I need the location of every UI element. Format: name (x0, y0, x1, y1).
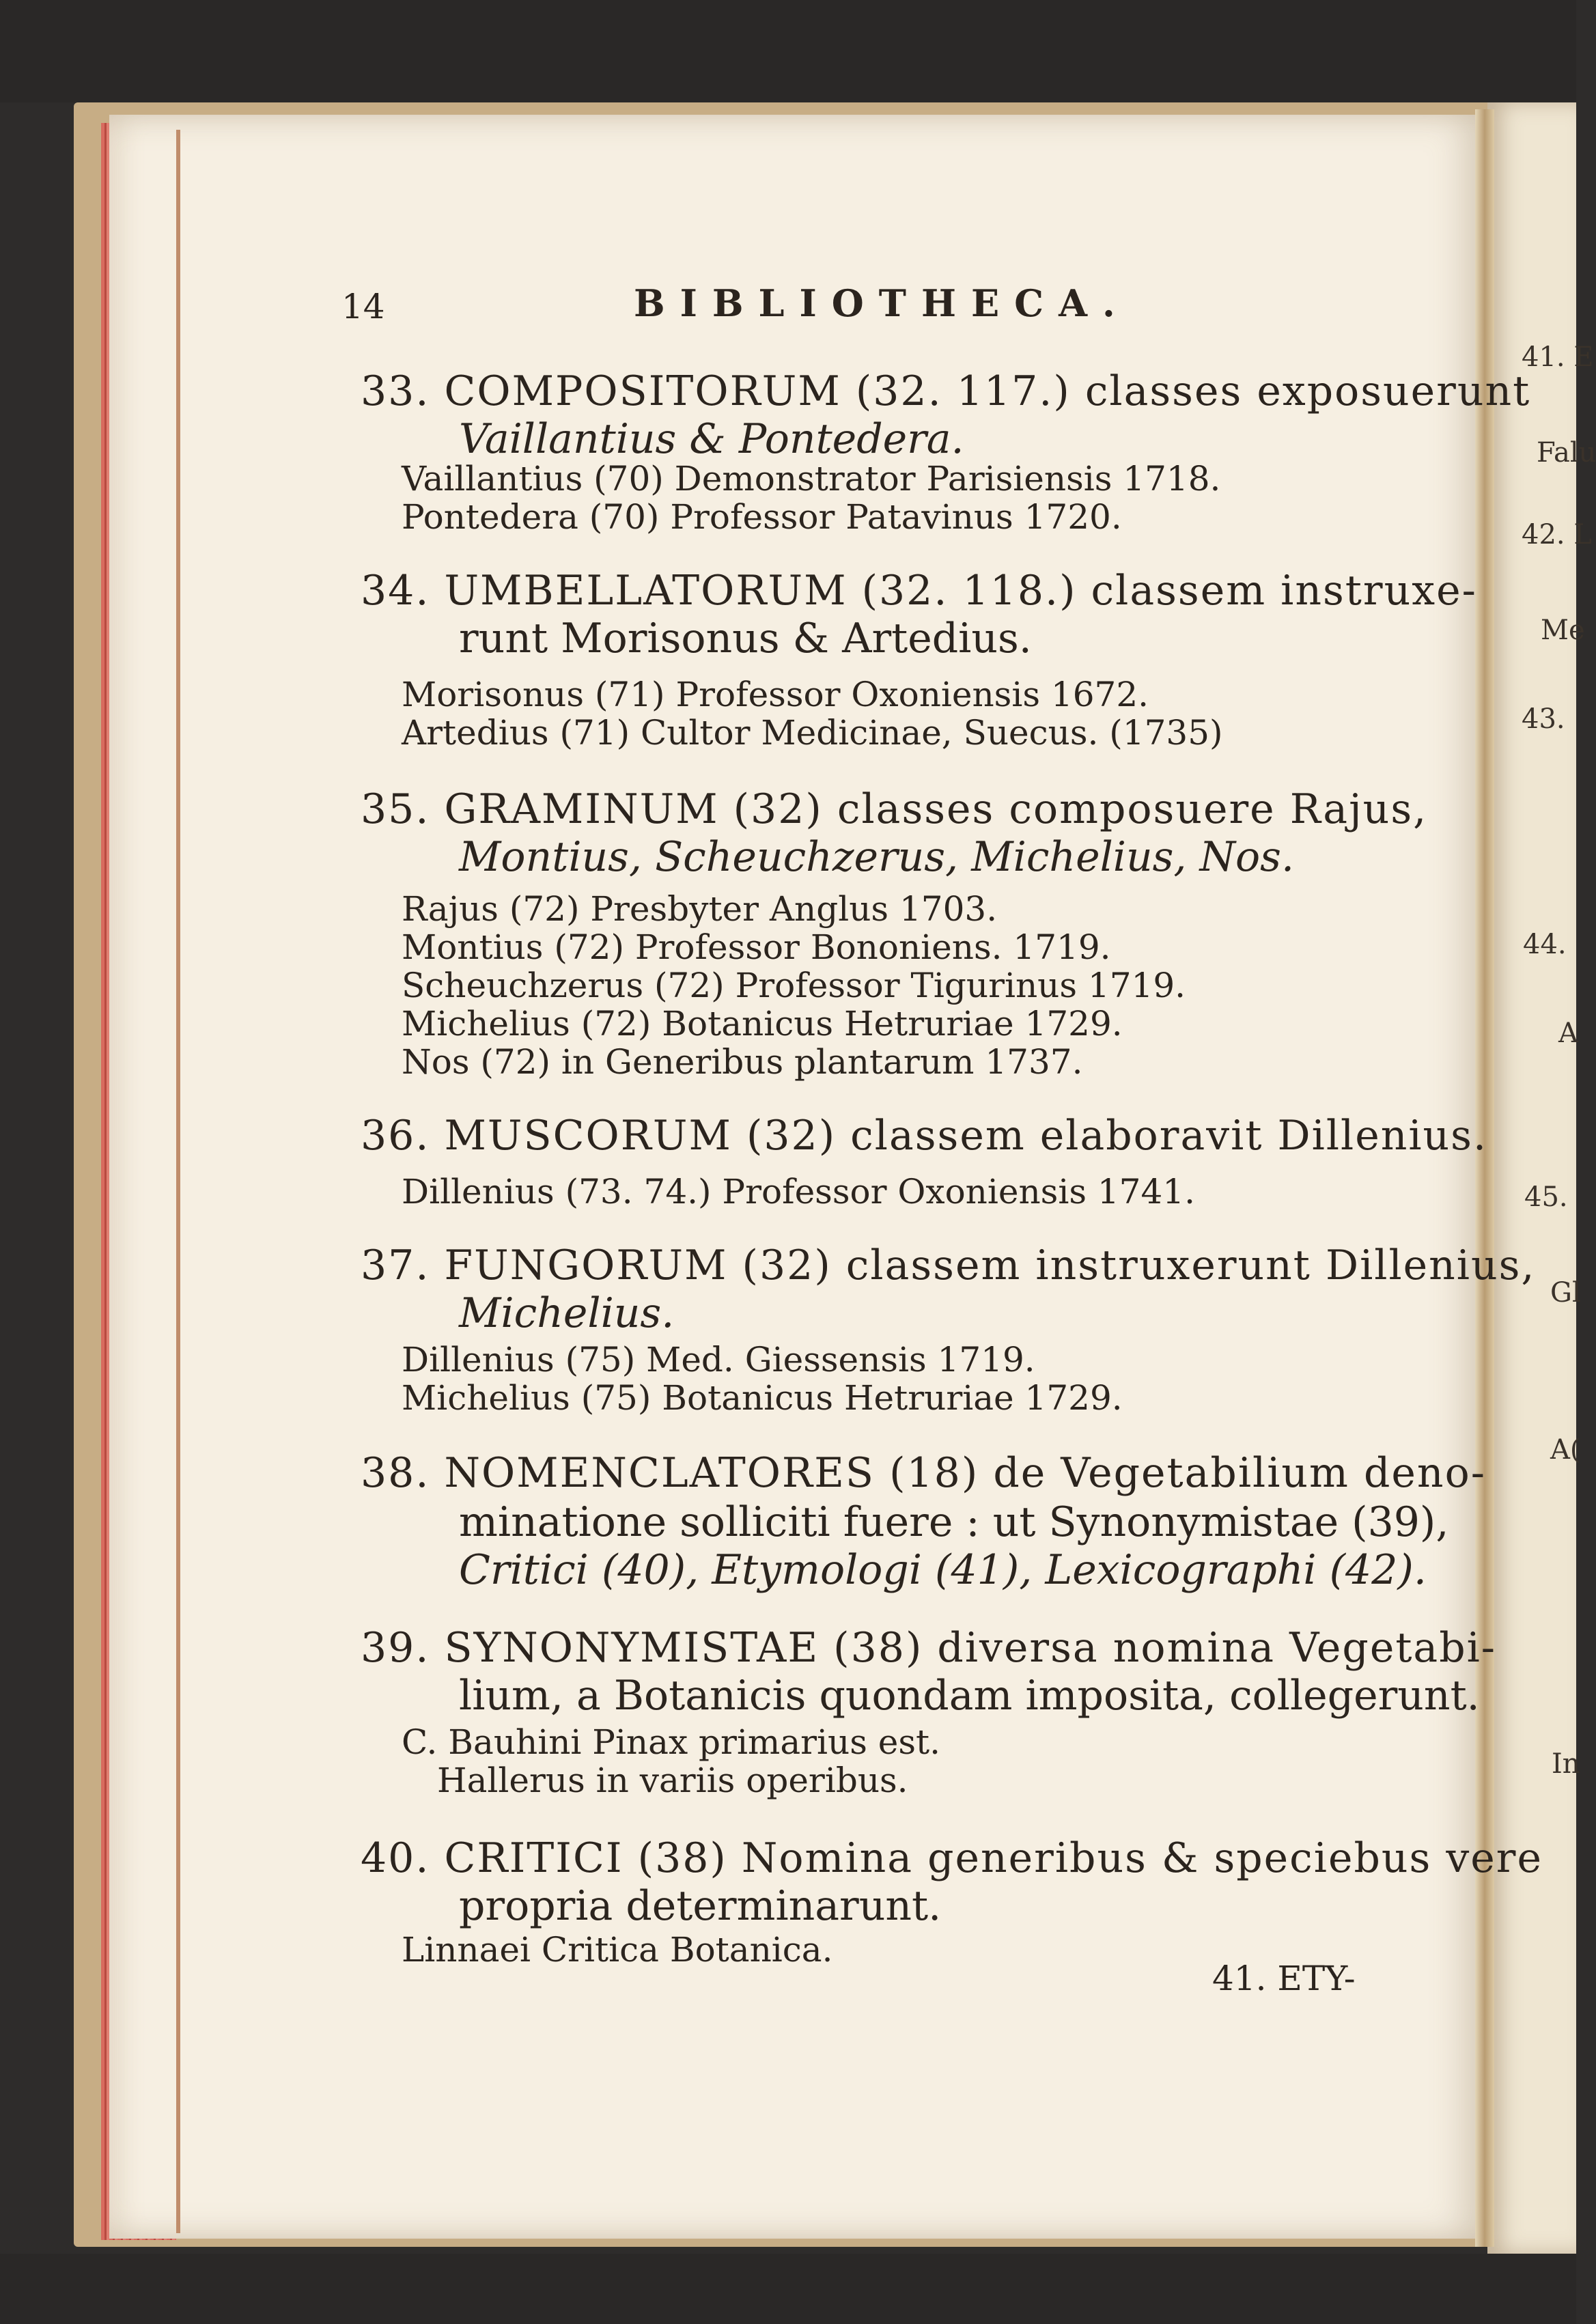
next-page-fragment: Falu (1537, 437, 1596, 468)
entry-33-continuation: Vaillantius & Pontedera. (459, 415, 964, 463)
entry-39-continuation: lium, a Botanicis quondam imposita, collegerunt. (459, 1672, 1480, 1720)
entry-40-source-linnaei: Linnaei Critica Botanica. (402, 1930, 833, 1970)
page-number: 14 (341, 287, 385, 326)
entry-37-author-dillenius: Dillenius (75) Med. Giessensis 1719. (402, 1340, 1035, 1380)
entry-35-continuation: Montius, Scheuchzerus, Michelius, Nos. (459, 833, 1295, 881)
entry-34-author-artedius: Artedius (71) Cultor Medicinae, Suecus. (1735) (402, 713, 1223, 753)
entry-34-continuation: runt Morisonus & Artedius. (459, 615, 1032, 662)
next-page-fragment: A( (1550, 1434, 1581, 1466)
entry-39-source-hallerus: Hallerus in variis operibus. (437, 1761, 908, 1800)
entry-35-author-montius: Montius (72) Professor Bononiens. 1719. (402, 927, 1111, 967)
next-page-fragment: In (1552, 1748, 1580, 1780)
next-page-fragment: 43. (1522, 703, 1565, 735)
entry-35-author-rajus: Rajus (72) Presbyter Anglus 1703. (402, 889, 998, 929)
next-page-sheet (1487, 102, 1576, 2254)
entry-35-author-michelius: Michelius (72) Botanicus Hetruriae 1729. (402, 1004, 1123, 1044)
next-page-fragment: 45. (1524, 1181, 1568, 1213)
scan-background-bottom (0, 2254, 1576, 2324)
running-head: BIBLIOTHECA. (634, 281, 1130, 325)
entry-37-author-michelius: Michelius (75) Botanicus Hetruriae 1729. (402, 1378, 1123, 1418)
entry-33-author-vaillantius: Vaillantius (70) Demonstrator Parisiensis 1718. (402, 459, 1221, 499)
next-page-fragment: 44. (1523, 929, 1567, 960)
entry-38-continuation-1: minatione solliciti fuere : ut Synonymistae (39), (459, 1498, 1449, 1546)
entry-40-continuation: propria determinarunt. (459, 1882, 942, 1930)
entry-34-author-morisonus: Morisonus (71) Professor Oxoniensis 1672. (402, 675, 1149, 714)
entry-37-heading: 37. FUNGORUM (32) classem instruxerunt Dillenius, (361, 1242, 1536, 1289)
entry-40-heading: 40. CRITICI (38) Nomina generibus & speciebus vere (361, 1834, 1543, 1882)
entry-36-author-dillenius: Dillenius (73. 74.) Professor Oxoniensis 1741. (402, 1172, 1196, 1212)
next-page-fragment: 42. L (1522, 519, 1592, 550)
scan-background-top (0, 0, 1576, 102)
next-page-fragment: Me (1541, 615, 1585, 646)
entry-33-heading: 33. COMPOSITORUM (32. 117.) classes exposuerunt (361, 367, 1531, 415)
entry-35-author-nos: Nos (72) in Generibus plantarum 1737. (402, 1042, 1083, 1082)
entry-38-continuation-2: Critici (40), Etymologi (41), Lexicographi (42). (459, 1546, 1427, 1594)
entry-34-heading: 34. UMBELLATORUM (32. 118.) classem instruxe- (361, 567, 1477, 615)
catchword: 41. ETY- (1212, 1959, 1356, 1998)
entry-35-heading: 35. GRAMINUM (32) classes composuere Rajus, (361, 785, 1428, 833)
book-gutter (1475, 109, 1494, 2247)
next-page-fragment: A (1558, 1018, 1578, 1049)
entry-38-heading: 38. NOMENCLATORES (18) de Vegetabilium deno- (361, 1449, 1486, 1497)
entry-35-author-scheuchzerus: Scheuchzerus (72) Professor Tigurinus 1719. (402, 966, 1186, 1005)
next-page-fragment: Gl (1550, 1277, 1581, 1308)
entry-39-heading: 39. SYNONYMISTAE (38) diversa nomina Vegetabi- (361, 1624, 1497, 1672)
page-edge-inner (176, 130, 180, 2233)
next-page-fragment: 41. E (1522, 341, 1594, 373)
entry-33-author-pontedera: Pontedera (70) Professor Patavinus 1720. (402, 497, 1122, 537)
entry-37-continuation: Michelius. (459, 1289, 675, 1337)
entry-36-heading: 36. MUSCORUM (32) classem elaboravit Dillenius. (361, 1112, 1488, 1160)
entry-39-source-bauhini: C. Bauhini Pinax primarius est. (402, 1722, 941, 1762)
